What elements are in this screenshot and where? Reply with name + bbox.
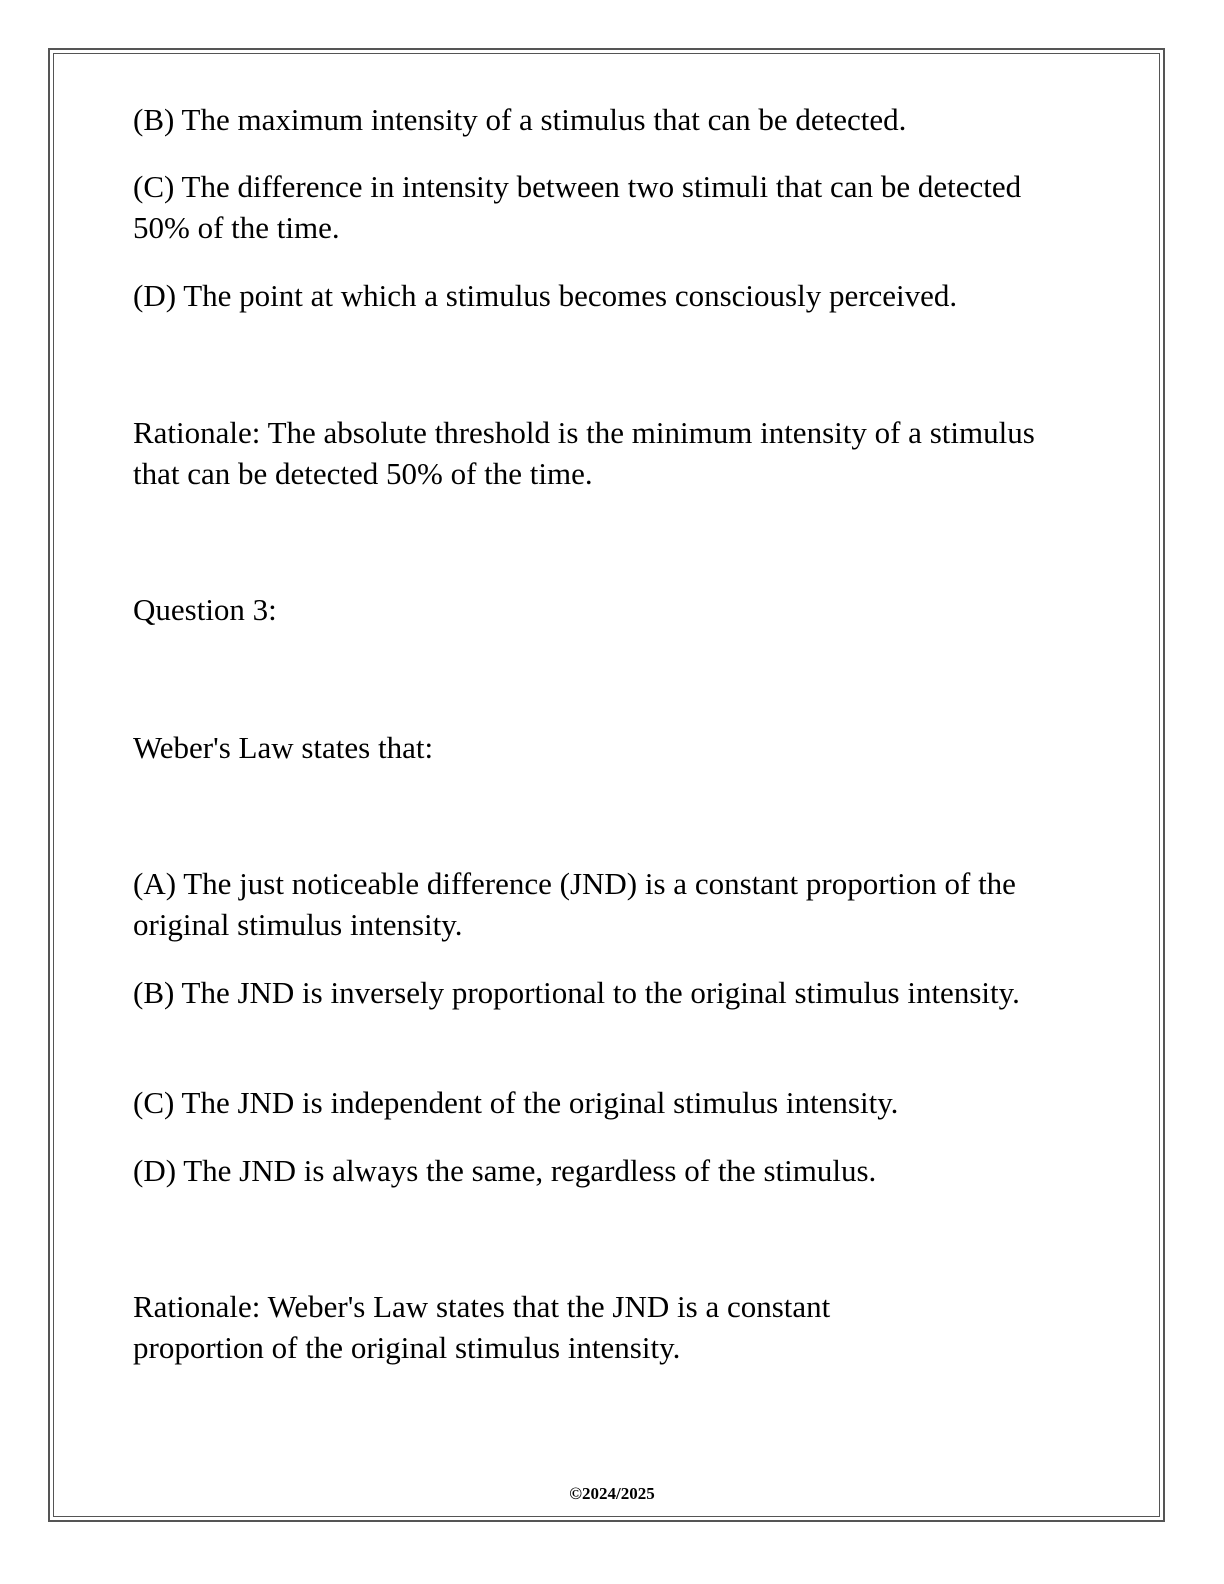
q3-option-b: (B) The JND is inversely proportional to the original stimulus intensity. <box>133 975 1020 1010</box>
q2-option-b: (B) The maximum intensity of a stimulus that can be detected. <box>133 102 907 137</box>
q2-option-c: (C) The difference in intensity between two stimuli that can be detected 50% of the time. <box>133 169 1022 245</box>
q2-option-d: (D) The point at which a stimulus becomes consciously perceived. <box>133 278 958 313</box>
footer-copyright: ©2024/2025 <box>569 1484 655 1503</box>
q3-option-d: (D) The JND is always the same, regardless of the stimulus. <box>133 1153 877 1188</box>
q3-rationale: Rationale: Weber's Law states that the JND is a constant proportion of the original stimulus intensity. <box>133 1289 831 1365</box>
q3-prompt: Weber's Law states that: <box>133 730 434 765</box>
q3-heading: Question 3: <box>133 592 277 627</box>
q3-option-c: (C) The JND is independent of the original stimulus intensity. <box>133 1085 899 1120</box>
q2-rationale: Rationale: The absolute threshold is the minimum intensity of a stimulus that can be detected 50% of the time. <box>133 415 1035 491</box>
q3-option-a: (A) The just noticeable difference (JND) is a constant proportion of the original stimulus intensity. <box>133 866 1016 942</box>
